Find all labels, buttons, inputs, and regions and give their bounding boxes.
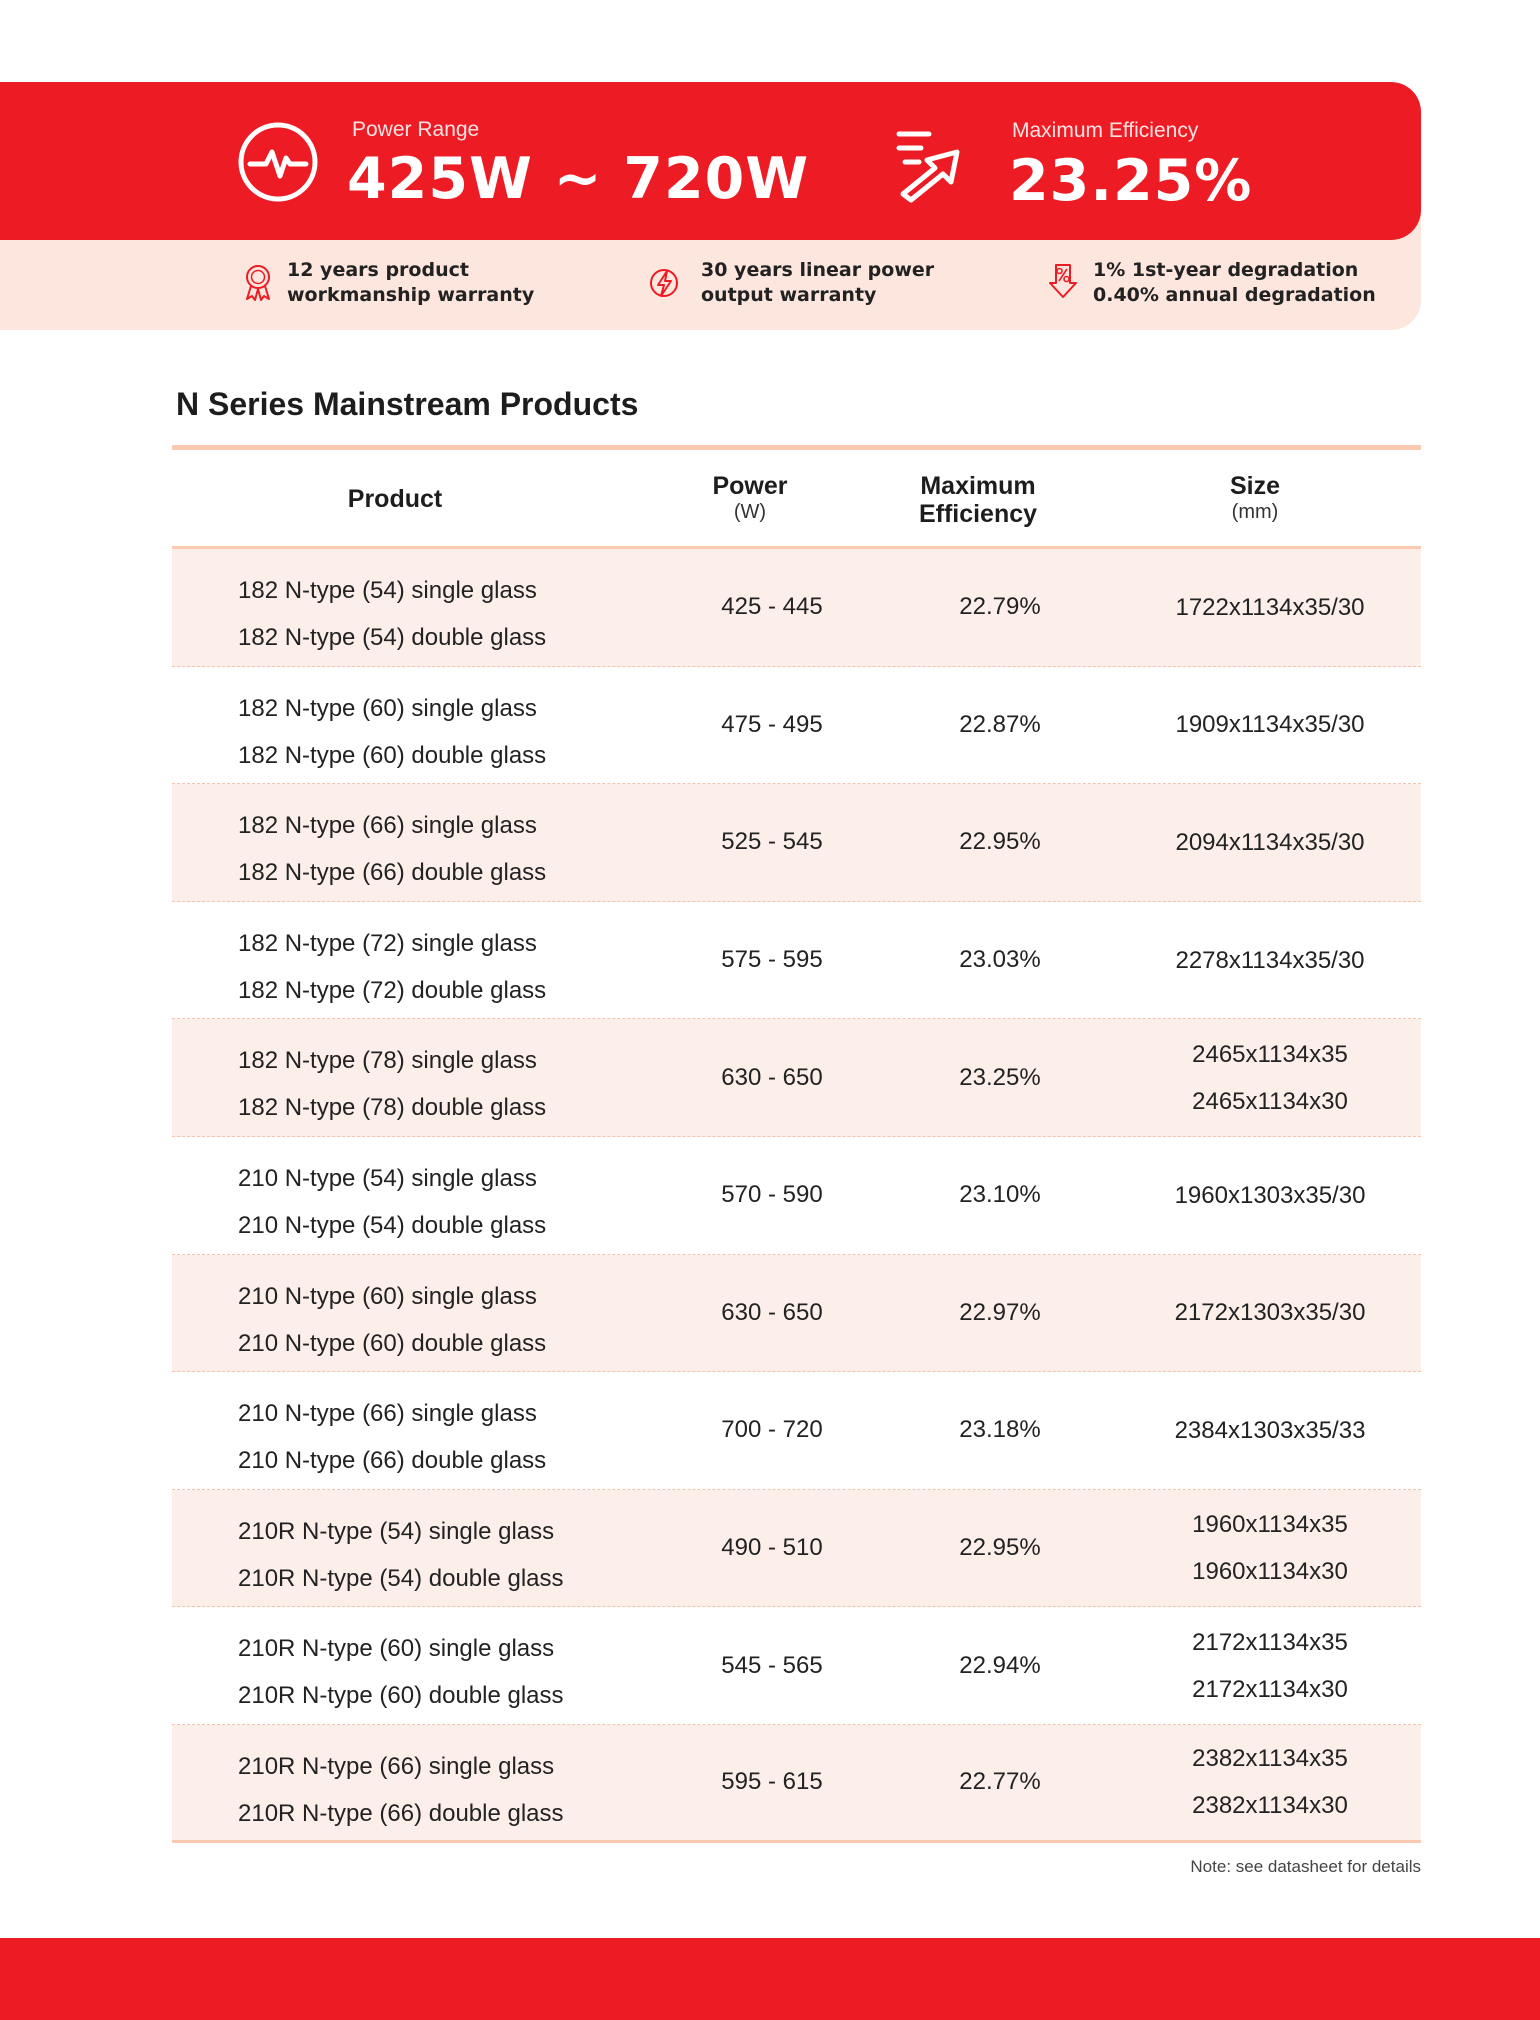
max-efficiency-label: Maximum Efficiency (1012, 119, 1199, 142)
power-cell: 425 - 445 (721, 593, 823, 621)
size-cell (1120, 549, 1420, 666)
power-cell: 475 - 495 (721, 710, 823, 738)
size-cell (1120, 1490, 1420, 1607)
product-name: 182 N-type (78) single glass (238, 1047, 537, 1075)
product-cell (238, 802, 546, 896)
size-value: 1722x1134x35/30 (1175, 593, 1365, 621)
efficiency-cell: 23.18% (959, 1416, 1041, 1444)
efficiency-cell: 22.94% (959, 1651, 1041, 1679)
header-size-unit: (mm) (1231, 501, 1279, 523)
size-value: 2465x1134x35 (1192, 1040, 1348, 1068)
product-name: 210 N-type (60) single glass (238, 1282, 537, 1310)
product-name: 182 N-type (54) single glass (238, 577, 537, 604)
power-cell: 545 - 565 (721, 1651, 823, 1679)
product-cell (238, 685, 546, 779)
header-size-label: Size (1229, 472, 1281, 500)
hero-banner (0, 82, 1421, 240)
size-value: 2382x1134x35 (1192, 1745, 1348, 1773)
product-name: 210R N-type (66) single glass (238, 1752, 555, 1780)
size-cell (1120, 902, 1420, 1019)
size-value: 1909x1134x35/30 (1175, 711, 1365, 739)
size-value: 1960x1134x30 (1192, 1558, 1348, 1586)
size-value: 2094x1134x35/30 (1175, 828, 1365, 856)
power-range-value: 425W ~ 720W (347, 146, 810, 212)
product-name: 182 N-type (72) double glass (238, 976, 547, 1004)
product-name: 182 N-type (72) single glass (238, 929, 537, 957)
product-name: 210 N-type (66) double glass (238, 1447, 547, 1475)
product-name: 210R N-type (54) single glass (238, 1517, 555, 1545)
warranty-3-line2: 0.40% annual degradation (1093, 284, 1376, 306)
efficiency-cell: 23.10% (959, 1181, 1041, 1209)
efficiency-cell: 22.95% (959, 828, 1041, 856)
speed-arrow-icon (895, 124, 979, 208)
product-cell (238, 567, 546, 661)
section-title: N Series Mainstream Products (176, 386, 639, 422)
table-row (172, 1137, 1421, 1255)
lightning-icon (647, 263, 681, 303)
size-cell (1120, 1255, 1420, 1372)
product-name: 210 N-type (60) double glass (238, 1329, 547, 1357)
product-table-body (172, 549, 1421, 1843)
product-cell (238, 1273, 546, 1367)
table-row (172, 1490, 1421, 1608)
product-name: 182 N-type (60) single glass (238, 694, 537, 722)
product-cell (238, 1155, 546, 1249)
percent-down-arrow-icon (1046, 261, 1080, 301)
table-row (172, 1255, 1421, 1373)
product-name: 210 N-type (54) double glass (238, 1211, 547, 1239)
efficiency-cell: 22.79% (959, 593, 1041, 621)
table-row (172, 784, 1421, 902)
header-power-unit: (W) (733, 501, 767, 523)
size-value: 2382x1134x30 (1192, 1792, 1348, 1820)
header-product: Product (347, 485, 443, 513)
size-value: 2384x1303x35/33 (1174, 1416, 1366, 1444)
size-value: 2278x1134x35/30 (1175, 946, 1365, 974)
table-row (172, 902, 1421, 1020)
size-cell (1120, 1137, 1420, 1254)
table-row (172, 1372, 1421, 1490)
size-value: 2465x1134x30 (1192, 1087, 1348, 1115)
header-power (640, 472, 860, 524)
product-cell (238, 1390, 546, 1484)
size-cell (1120, 667, 1420, 784)
power-cell: 490 - 510 (721, 1534, 823, 1562)
product-name: 182 N-type (78) double glass (238, 1094, 547, 1122)
efficiency-cell: 23.25% (959, 1063, 1041, 1091)
header-efficiency (868, 472, 1088, 528)
product-name: 210R N-type (60) double glass (238, 1682, 564, 1710)
power-cell: 630 - 650 (721, 1063, 823, 1091)
power-cell: 570 - 590 (721, 1181, 823, 1209)
award-ribbon-icon (241, 263, 275, 303)
power-cell: 575 - 595 (721, 946, 823, 974)
product-cell (238, 1743, 564, 1837)
size-value: 2172x1134x30 (1192, 1675, 1348, 1703)
table-top-rule (172, 445, 1421, 450)
size-cell (1120, 1372, 1420, 1489)
pulse-circle-icon (236, 120, 320, 204)
warranty-2-line1: 30 years linear power (701, 259, 935, 281)
warranty-1-line2: workmanship warranty (287, 284, 535, 306)
product-name: 210 N-type (66) single glass (238, 1400, 537, 1428)
power-range-label: Power Range (352, 118, 480, 141)
product-name: 210R N-type (54) double glass (238, 1564, 564, 1592)
footer-bar (0, 1938, 1540, 2020)
product-name: 182 N-type (66) single glass (238, 812, 537, 840)
header-efficiency-line2: Efficiency (918, 500, 1038, 528)
efficiency-cell: 22.95% (959, 1534, 1041, 1562)
product-cell (238, 1037, 546, 1131)
power-cell: 525 - 545 (721, 828, 823, 856)
power-cell: 595 - 615 (721, 1768, 823, 1796)
table-row (172, 1019, 1421, 1137)
product-name: 210R N-type (66) double glass (238, 1799, 564, 1827)
footnote: Note: see datasheet for details (1190, 1857, 1421, 1876)
product-name: 210 N-type (54) single glass (238, 1164, 537, 1192)
product-cell (238, 1508, 564, 1602)
product-cell (238, 920, 546, 1014)
product-name: 210R N-type (60) single glass (238, 1635, 555, 1663)
size-cell (1120, 1725, 1420, 1840)
product-name: 182 N-type (54) double glass (238, 624, 547, 651)
warranty-1-line1: 12 years product (287, 259, 469, 281)
max-efficiency-value: 23.25% (1009, 148, 1253, 214)
table-row (172, 1725, 1421, 1843)
size-cell (1120, 1607, 1420, 1724)
warranty-3-line1: 1% 1st-year degradation (1093, 259, 1359, 281)
efficiency-cell: 22.87% (959, 710, 1041, 738)
product-name: 182 N-type (60) double glass (238, 741, 547, 769)
efficiency-cell: 22.77% (959, 1768, 1041, 1796)
size-cell (1120, 784, 1420, 901)
size-value: 2172x1134x35 (1192, 1628, 1348, 1656)
efficiency-cell: 22.97% (959, 1298, 1041, 1326)
product-cell (238, 1625, 564, 1719)
size-value: 1960x1303x35/30 (1174, 1181, 1366, 1209)
power-cell: 630 - 650 (721, 1298, 823, 1326)
header-size (1120, 472, 1390, 524)
table-row (172, 549, 1421, 667)
size-value: 2172x1303x35/30 (1174, 1299, 1366, 1327)
warranty-2-line2: output warranty (701, 284, 877, 306)
power-cell: 700 - 720 (721, 1416, 823, 1444)
header-efficiency-line1: Maximum (920, 472, 1036, 500)
product-name: 182 N-type (66) double glass (238, 859, 547, 887)
header-power-label: Power (712, 472, 788, 500)
table-row (172, 667, 1421, 785)
efficiency-cell: 23.03% (959, 946, 1041, 974)
size-cell (1120, 1019, 1420, 1136)
table-row (172, 1607, 1421, 1725)
size-value: 1960x1134x35 (1192, 1511, 1348, 1539)
